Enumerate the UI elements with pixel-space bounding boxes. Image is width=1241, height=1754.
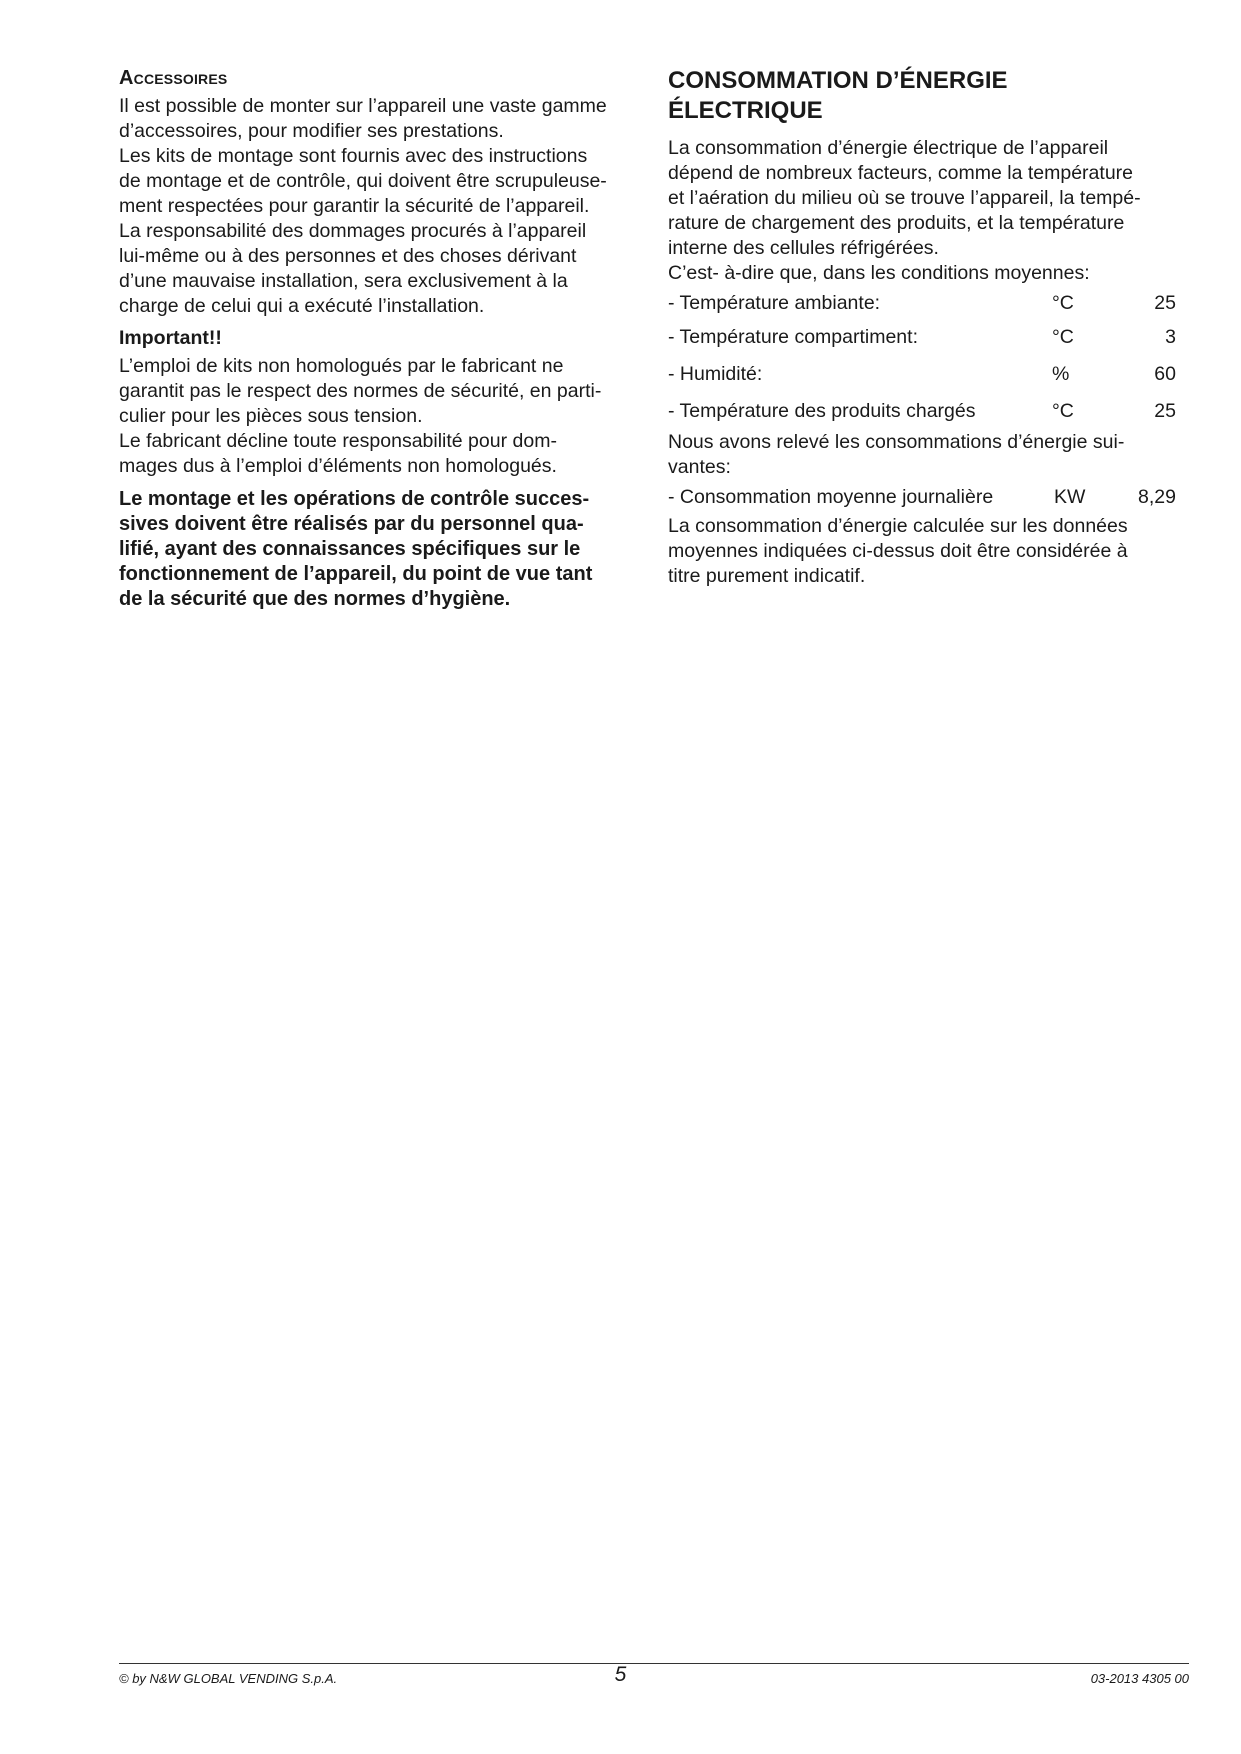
condition-row	[668, 288, 1176, 319]
text-line: moyennes indiquées ci-dessus doit être considérée à	[668, 540, 1128, 562]
text-line: mages dus à l’emploi d’éléments non homologués.	[119, 455, 557, 477]
footer-copyright: © by N&W GLOBAL VENDING S.p.A.	[119, 1671, 338, 1686]
consumption-unit: KW	[1054, 485, 1086, 508]
consumption-label: - Consommation moyenne journalière	[668, 485, 994, 508]
text-line: d’accessoires, pour modifier ses prestations.	[119, 120, 504, 142]
accessories-heading: Accessoires	[119, 67, 228, 89]
condition-label: - Humidité:	[668, 363, 763, 385]
text-line: de la sécurité que des normes d’hygiène.	[119, 588, 511, 610]
important-text	[119, 354, 634, 479]
text-line: d’une mauvaise installation, sera exclusivement à la	[119, 270, 568, 292]
condition-value: 25	[1154, 292, 1176, 314]
text-line: garantit pas le respect des normes de sécurité, en parti-	[119, 380, 602, 402]
text-line: dépend de nombreux facteurs, comme la température	[668, 162, 1134, 184]
text-line: ment respectées pour garantir la sécurité de l’appareil.	[119, 195, 590, 217]
text-line: culier pour les pièces sous tension.	[119, 405, 423, 427]
text-line: fonctionnement de l’appareil, du point de vue tant	[119, 563, 593, 585]
text-line: Il est possible de monter sur l’appareil une vaste gamme	[119, 95, 607, 117]
text-line: rature de chargement des produits, et la température	[668, 212, 1125, 234]
accessories-text	[119, 94, 634, 319]
energy-heading	[668, 66, 1176, 126]
condition-unit: °C	[1052, 400, 1074, 422]
text-line: lui-même ou à des personnes et des choses dérivant	[119, 245, 577, 267]
condition-row	[668, 356, 1176, 393]
measured-intro	[668, 430, 1176, 480]
condition-row	[668, 319, 1176, 356]
condition-label: - Température compartiment:	[668, 326, 918, 348]
text-line: et l’aération du milieu où se trouve l’appareil, la tempé-	[668, 187, 1141, 209]
energy-intro	[668, 136, 1176, 286]
condition-unit: °C	[1052, 326, 1074, 348]
text-line: La consommation d’énergie électrique de l’appareil	[668, 137, 1109, 159]
text-line: charge de celui qui a exécuté l’installation.	[119, 295, 485, 317]
energy-section	[668, 66, 1176, 589]
energy-heading-line2: ÉLECTRIQUE	[668, 97, 823, 124]
condition-value: 25	[1154, 400, 1176, 422]
important-heading: Important!!	[119, 327, 222, 349]
page-number: 5	[614, 1663, 627, 1686]
accessories-section	[119, 66, 634, 612]
text-line: La consommation d’énergie calculée sur les données	[668, 515, 1128, 537]
text-line: sives doivent être réalisés par du personnel qua-	[119, 513, 584, 535]
condition-unit: %	[1052, 363, 1070, 385]
condition-unit: °C	[1052, 292, 1074, 314]
condition-value: 60	[1154, 363, 1176, 385]
text-line: titre purement indicatif.	[668, 565, 866, 587]
condition-label: - Température des produits chargés	[668, 400, 976, 422]
consumption-value: 8,29	[1138, 485, 1176, 508]
text-line: Le fabricant décline toute responsabilité pour dom-	[119, 430, 557, 452]
energy-heading-line1: CONSOMMATION D’ÉNERGIE	[668, 67, 1008, 94]
conditions-table	[668, 288, 1176, 430]
consumption-row	[668, 480, 1176, 514]
text-line: Le montage et les opérations de contrôle succes-	[119, 488, 590, 510]
energy-note	[668, 514, 1176, 589]
text-line: C’est- à-dire que, dans les conditions moyennes:	[668, 262, 1090, 284]
text-line: Nous avons relevé les consommations d’énergie sui-	[668, 431, 1125, 453]
text-line: de montage et de contrôle, qui doivent être scrupuleuse-	[119, 170, 607, 192]
condition-label: - Température ambiante:	[668, 292, 881, 314]
qualified-personnel-warning	[119, 487, 634, 612]
condition-row	[668, 393, 1176, 430]
text-line: L’emploi de kits non homologués par le fabricant ne	[119, 355, 564, 377]
text-line: lifié, ayant des connaissances spécifiques sur le	[119, 538, 581, 560]
text-line: vantes:	[668, 456, 731, 478]
footer-doc-code: 03-2013 4305 00	[1090, 1671, 1189, 1686]
text-line: La responsabilité des dommages procurés à l’appareil	[119, 220, 587, 242]
text-line: interne des cellules réfrigérées.	[668, 237, 939, 259]
text-line: Les kits de montage sont fournis avec des instructions	[119, 145, 588, 167]
condition-value: 3	[1165, 326, 1176, 348]
